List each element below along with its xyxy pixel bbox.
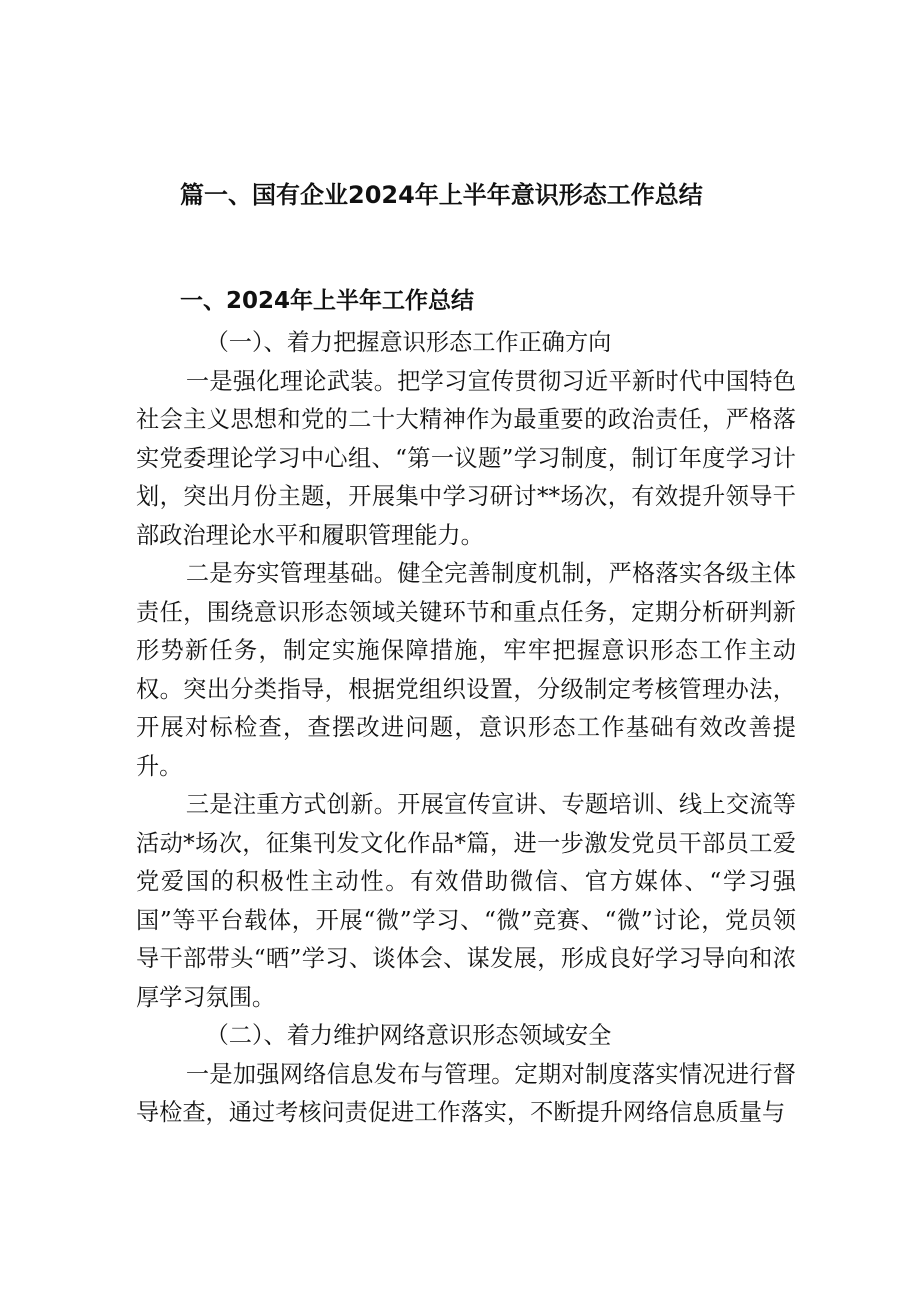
document-body: [136, 324, 796, 1133]
body-paragraph-3: 三是注重方式创新。开展宣传宣讲、专题培训、线上交流等活动*场次，征集刊发文化作品*篇，进一步激发党员干部员工爱党爱国的积极性主动性。有效借助微信、官方媒体、“学习强国”等平台载体，开展“微”学习、“微”竞赛、“微”讨论，党员领导干部带头“晒”学习、谈体会、谋发展，形成良好学习导向和浓厚学习氛围。: [136, 791, 796, 1011]
body-paragraph-1: 一是强化理论武装。把学习宣传贯彻习近平新时代中国特色社会主义思想和党的二十大精神作为最重要的政治责任，严格落实党委理论学习中心组、“第一议题”学习制度，制订年度学习计划，突出月份主题，开展集中学习研讨**场次，有效提升领导干部政治理论水平和履职管理能力。: [136, 367, 796, 549]
subsection-heading-2: （二）、着力维护网络意识形态领域安全: [205, 1022, 612, 1049]
body-paragraph-2: 二是夯实管理基础。健全完善制度机制，严格落实各级主体责任，围绕意识形态领域关键环节和重点任务，定期分析研判新形势新任务，制定实施保障措施，牢牢把握意识形态工作主动权。突出分类指导，根据党组织设置，分级制定考核管理办法，开展对标检查，查摆改进问题，意识形态工作基础有效改善提升。: [136, 560, 796, 780]
section-heading: 一、2024年上半年工作总结: [180, 288, 475, 314]
body-paragraph-4: 一是加强网络信息发布与管理。定期对制度落实情况进行督导检查，通过考核问责促进工作落实，不断提升网络信息质量与: [136, 1060, 796, 1126]
subsection-heading-1: （一）、着力把握意识形态工作正确方向: [205, 329, 612, 356]
document-title: 篇一、国有企业2024年上半年意识形态工作总结: [180, 181, 703, 209]
